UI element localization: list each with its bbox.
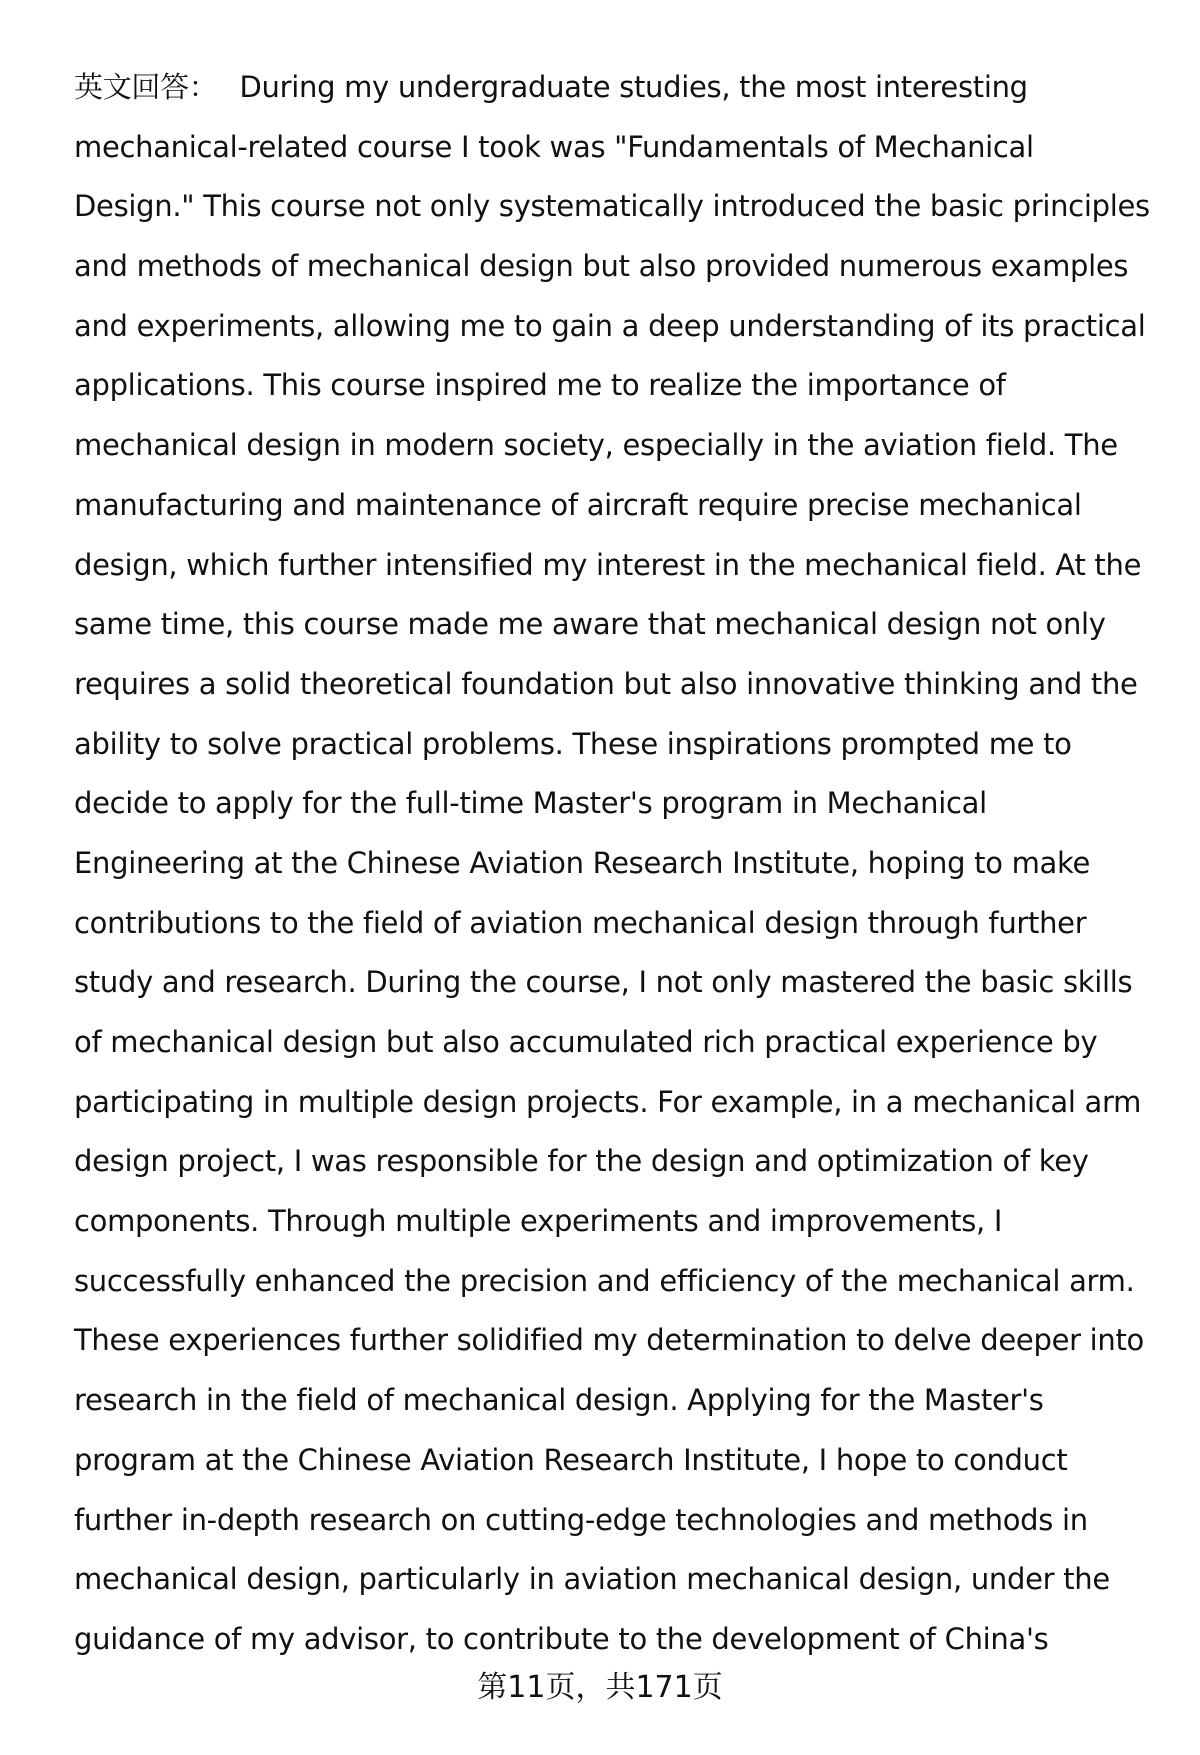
text-line: mechanical design in modern society, especially in the aviation field. The xyxy=(74,428,1118,463)
text-line: program at the Chinese Aviation Research Institute, I hope to conduct xyxy=(74,1442,1068,1477)
text-line: components. Through multiple experiments and improvements, I xyxy=(74,1204,1003,1239)
text-line: manufacturing and maintenance of aircraft require precise mechanical xyxy=(74,487,1082,522)
text-line: mechanical-related course I took was "Fundamentals of Mechanical xyxy=(74,129,1034,164)
text-line: and experiments, allowing me to gain a deep understanding of its practical xyxy=(74,308,1146,343)
text-line: of mechanical design but also accumulated rich practical experience by xyxy=(74,1025,1098,1059)
text-line: Engineering at the Chinese Aviation Research Institute, hoping to make xyxy=(74,845,1091,880)
answer-label: 英文回答： xyxy=(74,70,218,104)
answer-text xyxy=(74,58,1164,1670)
text-line: successfully enhanced the precision and efficiency of the mechanical arm. xyxy=(74,1263,1135,1298)
text-line: ability to solve practical problems. These inspirations prompted me to xyxy=(74,726,1072,761)
text-line: further in-depth research on cutting-edge technologies and methods in xyxy=(74,1502,1088,1537)
text-line: mechanical design, particularly in aviation mechanical design, under the xyxy=(74,1562,1110,1597)
text-line: These experiences further solidified my determination to delve deeper into xyxy=(74,1323,1145,1358)
text-line: contributions to the field of aviation mechanical design through further xyxy=(74,905,1087,940)
text-line: guidance of my advisor, to contribute to the development of China's xyxy=(74,1621,1049,1656)
text-line: decide to apply for the full-time Master's program in Mechanical xyxy=(74,786,987,821)
text-line: design project, I was responsible for the design and optimization of key xyxy=(74,1144,1089,1179)
text-line: Design." This course not only systematically introduced the basic principles xyxy=(74,189,1150,224)
text-line: design, which further intensified my interest in the mechanical field. At the xyxy=(74,547,1142,582)
text-line: 英文回答： During my undergraduate studies, the most interesting xyxy=(74,70,1028,104)
text-line: requires a solid theoretical foundation but also innovative thinking and the xyxy=(74,666,1138,701)
text-line: same time, this course made me aware that mechanical design not only xyxy=(74,607,1106,642)
text-line: applications. This course inspired me to realize the importance of xyxy=(74,368,1006,403)
page-number: 第11页，共171页 xyxy=(477,1670,723,1705)
text-line: study and research. During the course, I not only mastered the basic skills xyxy=(74,965,1133,1000)
text-line: research in the field of mechanical design. Applying for the Master's xyxy=(74,1383,1044,1418)
text-line: and methods of mechanical design but also provided numerous examples xyxy=(74,249,1129,284)
text-line: participating in multiple design projects. For example, in a mechanical arm xyxy=(74,1084,1142,1119)
